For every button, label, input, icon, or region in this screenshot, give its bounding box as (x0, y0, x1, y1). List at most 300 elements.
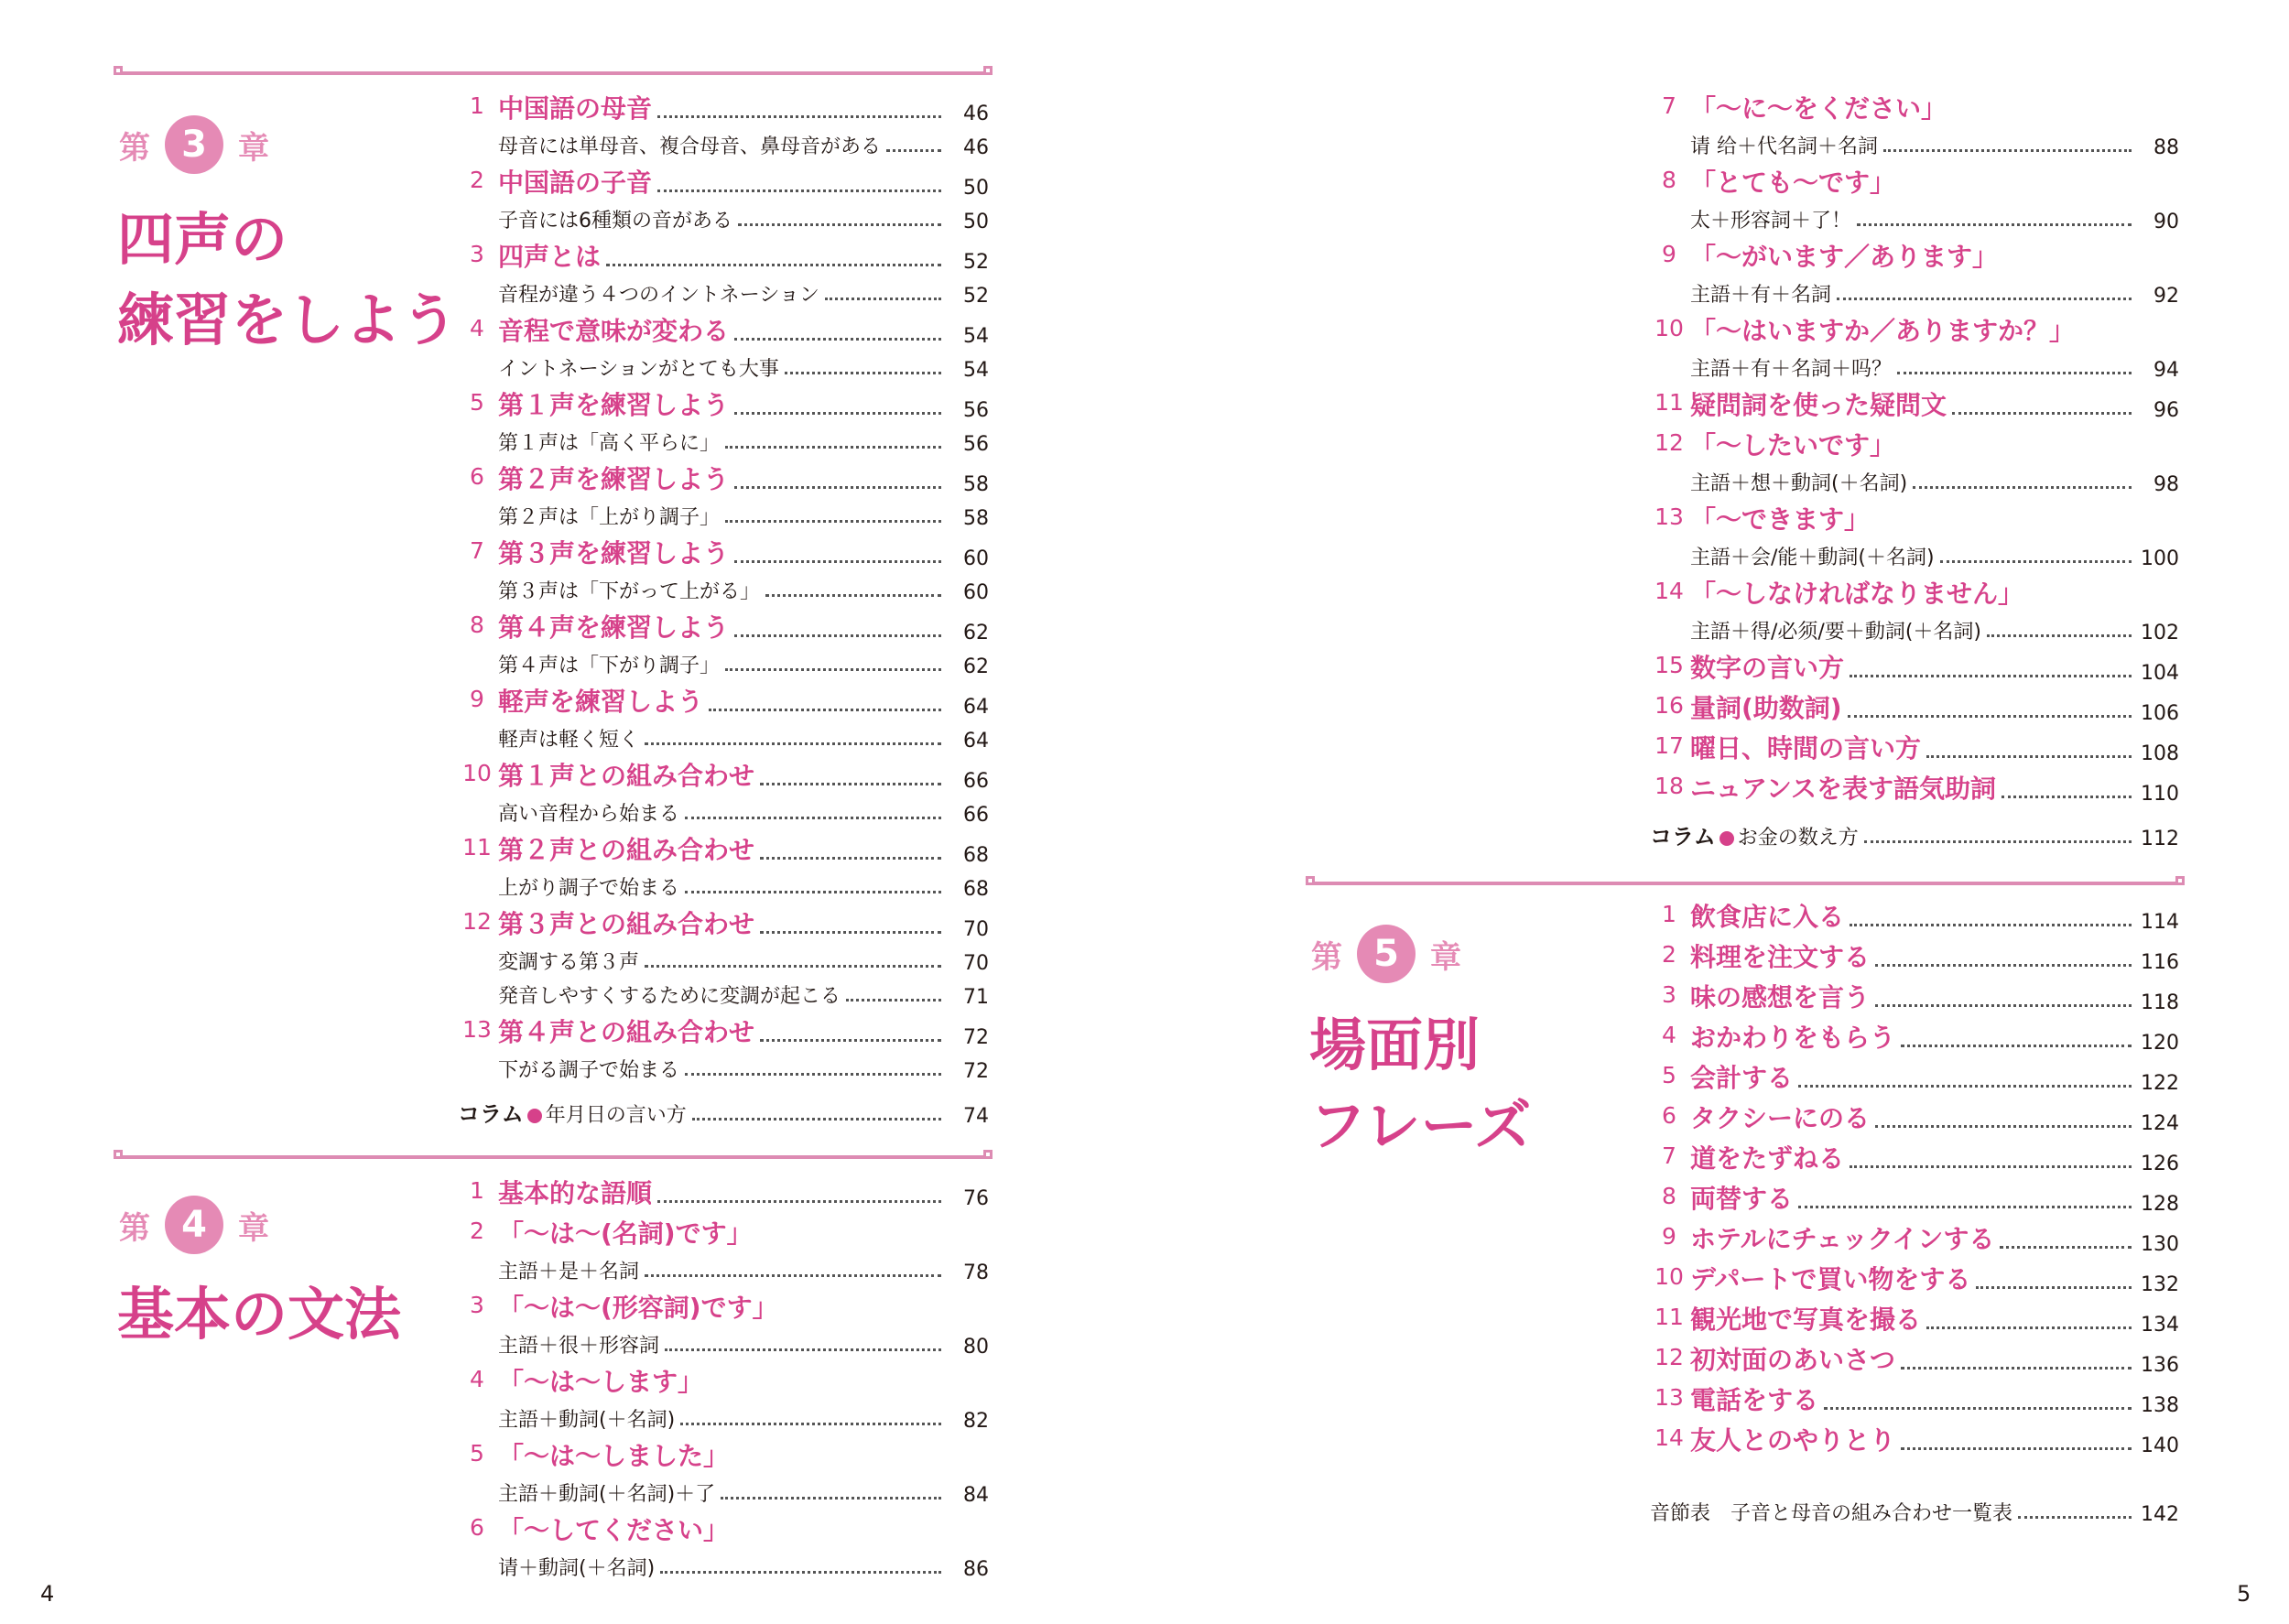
item-page: 126 (2141, 1153, 2179, 1175)
chapter-label-pre: 第 (119, 129, 150, 167)
leader-dots (734, 634, 941, 637)
item-title: 道をたずねる (1690, 1143, 1845, 1174)
item-leader (498, 904, 989, 941)
toc-item[interactable] (458, 828, 989, 869)
item-leader (498, 163, 989, 200)
item-page: 136 (2141, 1354, 2179, 1377)
item-number: 3 (1662, 981, 1676, 1008)
item-number: 8 (1662, 1183, 1676, 1209)
leader-dots (1864, 840, 2132, 843)
item-title: 「とても～です」 (1690, 168, 1896, 198)
leader-dots (1850, 675, 2132, 677)
toc-subitem[interactable] (458, 646, 989, 680)
item-number: 6 (1662, 1102, 1676, 1129)
bullet-dot-icon (1719, 831, 1734, 846)
leader-dots (1798, 1085, 2132, 1088)
leader-dots (657, 115, 941, 118)
subitem-leader (498, 724, 989, 752)
leader-dots (1976, 1286, 2132, 1289)
toc-subitem[interactable] (458, 943, 989, 977)
item-number: 12 (462, 908, 492, 935)
chapter-3-title (117, 200, 458, 361)
leader-dots (1940, 560, 2132, 563)
item-page: 132 (2141, 1273, 2179, 1296)
chapter-title-line: 場面別 (1309, 1012, 1481, 1078)
toc-item[interactable] (458, 309, 989, 350)
leader-dots (1901, 1045, 2132, 1047)
subitem-leader (498, 947, 989, 975)
toc-item[interactable] (1650, 646, 2179, 687)
toc-item[interactable] (1650, 727, 2179, 767)
leader-dots (665, 1348, 941, 1351)
item-number: 14 (1654, 578, 1684, 604)
item-number: 4 (470, 1366, 484, 1392)
subitem-page: 58 (963, 507, 989, 530)
item-page: 138 (2141, 1394, 2179, 1417)
subitem-title: 変調する第３声 (498, 951, 640, 974)
item-page: 120 (2141, 1032, 2179, 1055)
item-title: 「～はいますか／ありますか？」 (1690, 316, 2076, 346)
item-title: 第４声を練習しよう (498, 612, 730, 643)
toc-item[interactable] (1650, 976, 2179, 1016)
toc-subitem[interactable] (458, 1549, 989, 1583)
item-leader (1690, 729, 2179, 765)
toc-item[interactable] (458, 161, 989, 201)
item-number: 2 (1662, 941, 1676, 968)
item-number: 7 (1662, 92, 1676, 119)
item-title: 「～してください」 (498, 1515, 730, 1545)
item-title: 「～は～しました」 (498, 1441, 730, 1471)
subitem-title: 主語＋想＋動詞(＋名詞) (1690, 472, 1908, 495)
item-leader (498, 1362, 989, 1399)
item-title: 飲食店に入る (1690, 902, 1845, 932)
toc-subitem[interactable] (458, 572, 989, 606)
item-title: 両替する (1690, 1184, 1794, 1214)
subitem-title: 主語＋很＋形容詞 (498, 1335, 660, 1358)
item-leader (498, 89, 989, 125)
subitem-leader (1690, 131, 2179, 159)
item-title: 第３声との組み合わせ (498, 909, 755, 939)
toc-subitem[interactable] (458, 977, 989, 1011)
toc-item[interactable] (1650, 936, 2179, 976)
item-page: 72 (963, 1026, 989, 1049)
subitem-page: 54 (963, 359, 989, 382)
toc-item[interactable] (1650, 384, 2179, 424)
leader-dots (1850, 1165, 2132, 1168)
subitem-leader (498, 353, 989, 382)
toc-subitem[interactable] (458, 350, 989, 384)
item-page: 66 (963, 770, 989, 793)
subitem-leader (1690, 542, 2179, 570)
appendix-row[interactable] (1650, 1494, 2179, 1528)
toc-subitem[interactable] (1650, 538, 2179, 572)
item-leader (498, 1288, 989, 1325)
subitem-leader (498, 502, 989, 530)
subitem-leader (498, 1256, 989, 1284)
subitem-page: 62 (963, 655, 989, 678)
subitem-page: 82 (963, 1410, 989, 1433)
subitem-leader (1690, 279, 2179, 308)
item-title: 友人とのやりとり (1690, 1425, 1896, 1456)
toc-item[interactable] (1650, 424, 2179, 464)
item-leader (1690, 978, 2179, 1014)
item-page: 56 (963, 399, 989, 422)
item-leader (498, 460, 989, 496)
item-page: 110 (2141, 783, 2179, 806)
item-title: 第１声を練習しよう (498, 390, 730, 420)
leader-dots (645, 965, 941, 968)
subitem-leader (1690, 616, 2179, 644)
item-page: 64 (963, 696, 989, 719)
subitem-title: 主語＋有＋名詞＋吗？ (1690, 358, 1893, 381)
leader-dots (734, 560, 941, 563)
chapter-title-line: フレーズ (1309, 1092, 1532, 1160)
item-page: 140 (2141, 1435, 2179, 1457)
leader-dots (760, 857, 941, 860)
toc-subitem[interactable] (458, 1401, 989, 1435)
item-title: タクシーにのる (1690, 1103, 1871, 1133)
item-leader (1690, 574, 2179, 611)
leader-dots (734, 486, 941, 489)
toc-item[interactable] (458, 384, 989, 424)
column-leader (1650, 818, 2179, 850)
toc-item[interactable] (1650, 309, 2179, 350)
subitem-leader (498, 650, 989, 678)
subitem-page: 56 (963, 433, 989, 456)
item-title: 第１声との組み合わせ (498, 761, 755, 791)
item-title: 「～に～をください」 (1690, 93, 1947, 124)
leader-dots (1901, 1447, 2132, 1450)
item-number: 8 (1662, 167, 1676, 193)
subitem-page: 60 (963, 581, 989, 604)
item-leader (498, 1214, 989, 1250)
chapter-5-title (1309, 1005, 1531, 1166)
chapter-title-line: 基本の文法 (117, 1281, 402, 1348)
item-title: 基本的な語順 (498, 1178, 653, 1208)
item-page: 62 (963, 622, 989, 644)
toc-subitem[interactable] (458, 127, 989, 161)
subitem-page: 92 (2153, 285, 2179, 308)
toc-subitem[interactable] (458, 1051, 989, 1085)
subitem-page: 102 (2141, 622, 2179, 644)
subitem-leader (498, 428, 989, 456)
toc-item[interactable] (458, 235, 989, 276)
subitem-leader (498, 1553, 989, 1581)
item-title: 「～したいです」 (1690, 430, 1896, 460)
item-title: 第４声との組み合わせ (498, 1017, 755, 1047)
item-page: 54 (963, 325, 989, 348)
item-leader (1690, 769, 2179, 806)
toc-item[interactable] (458, 1011, 989, 1051)
chapter-label-post: 章 (238, 1209, 269, 1247)
toc-item[interactable] (1650, 1338, 2179, 1379)
toc-item[interactable] (1650, 87, 2179, 127)
subitem-leader (1690, 468, 2179, 496)
appendix-title: 音節表 子音と母音の組み合わせ一覧表 (1650, 1502, 2013, 1525)
column-entry[interactable] (1650, 815, 2179, 849)
chapter-4-rule (119, 1155, 987, 1159)
item-number: 16 (1654, 692, 1684, 719)
leader-dots (886, 149, 941, 152)
subitem-title: 音程が違う４つのイントネーション (498, 284, 819, 307)
toc-item[interactable] (458, 87, 989, 127)
toc-subitem[interactable] (458, 498, 989, 532)
leader-dots (760, 931, 941, 934)
item-page: 50 (963, 177, 989, 200)
item-number: 3 (470, 241, 484, 267)
item-title: 第２声との組み合わせ (498, 835, 755, 865)
toc-item[interactable] (1650, 895, 2179, 936)
toc-item[interactable] (1650, 1419, 2179, 1459)
toc-subitem[interactable] (458, 201, 989, 235)
toc-item[interactable] (458, 1435, 989, 1475)
toc-subitem[interactable] (458, 424, 989, 458)
subitem-title: 母音には単母音、複合母音、鼻母音がある (498, 135, 882, 158)
leader-dots (1897, 372, 2132, 374)
page-number-right: 5 (2237, 1581, 2251, 1607)
leader-dots (760, 783, 941, 785)
column-title-wrap (1650, 818, 1859, 850)
toc-item[interactable] (458, 1360, 989, 1401)
item-title: 電話をする (1690, 1385, 1819, 1415)
toc-subitem[interactable] (458, 1326, 989, 1360)
item-page: 106 (2141, 702, 2179, 725)
toc-item[interactable] (458, 606, 989, 646)
page-number-left: 4 (40, 1581, 55, 1607)
leader-dots (1850, 924, 2132, 926)
item-title: 「～がいます／あります」 (1690, 242, 1999, 272)
toc-item[interactable] (1650, 235, 2179, 276)
toc-subitem[interactable] (1650, 127, 2179, 161)
leader-dots (685, 1073, 941, 1076)
leader-dots (765, 594, 941, 597)
toc-item[interactable] (1650, 1177, 2179, 1218)
item-number: 7 (1662, 1142, 1676, 1169)
item-number: 12 (1654, 1344, 1684, 1370)
item-leader (1690, 163, 2179, 200)
toc-subitem[interactable] (458, 720, 989, 754)
toc-item[interactable] (1650, 687, 2179, 727)
leader-dots (1901, 1367, 2132, 1370)
item-page: 60 (963, 547, 989, 570)
toc-subitem[interactable] (1650, 201, 2179, 235)
subitem-leader (498, 205, 989, 233)
item-number: 11 (462, 834, 492, 861)
toc-subitem[interactable] (458, 869, 989, 903)
toc-item[interactable] (458, 1509, 989, 1549)
item-title: おかわりをもらう (1690, 1023, 1896, 1053)
subitem-page: 68 (963, 878, 989, 901)
toc-item[interactable] (1650, 498, 2179, 538)
item-page: 118 (2141, 991, 2179, 1014)
item-page: 134 (2141, 1314, 2179, 1337)
chapter-4-toc-right (1650, 87, 2179, 849)
subitem-page: 46 (963, 136, 989, 159)
subitem-title: 主語＋動詞(＋名詞)＋了 (498, 1483, 716, 1506)
appendix-page: 142 (2141, 1503, 2179, 1526)
subitem-page: 50 (963, 211, 989, 233)
item-number: 2 (470, 167, 484, 193)
leader-dots (1824, 1407, 2132, 1410)
item-number: 10 (1654, 315, 1684, 341)
item-title: 「～できます」 (1690, 504, 1871, 535)
leader-dots (1875, 1125, 2132, 1128)
item-page: 70 (963, 918, 989, 941)
item-leader (1690, 1300, 2179, 1337)
item-number: 11 (1654, 389, 1684, 416)
leader-dots (606, 264, 941, 266)
toc-subitem[interactable] (1650, 276, 2179, 309)
leader-dots (725, 446, 941, 449)
toc-item[interactable] (1650, 572, 2179, 612)
subitem-title: 主語＋是＋名詞 (498, 1261, 640, 1283)
leader-dots (1837, 298, 2132, 300)
item-title: 味の感想を言う (1690, 982, 1871, 1012)
toc-subitem[interactable] (458, 276, 989, 309)
item-page: 52 (963, 251, 989, 274)
item-number: 12 (1654, 429, 1684, 456)
item-leader (1690, 500, 2179, 536)
item-number: 11 (1654, 1304, 1684, 1330)
item-page: 130 (2141, 1233, 2179, 1256)
item-leader (1690, 1421, 2179, 1457)
item-title: デパートで買い物をする (1690, 1264, 1971, 1294)
leader-dots (692, 1118, 941, 1121)
toc-item[interactable] (458, 458, 989, 498)
toc-item[interactable] (1650, 1258, 2179, 1298)
toc-item[interactable] (1650, 1137, 2179, 1177)
toc-item[interactable] (1650, 1379, 2179, 1419)
toc-item[interactable] (458, 1286, 989, 1326)
item-leader (1690, 688, 2179, 725)
toc-subitem[interactable] (458, 1475, 989, 1509)
leader-dots (1987, 634, 2132, 637)
toc-subitem[interactable] (1650, 350, 2179, 384)
leader-dots (725, 668, 941, 671)
leader-dots (680, 1423, 941, 1425)
subitem-page: 72 (963, 1060, 989, 1083)
item-number: 1 (470, 92, 484, 119)
subitem-leader (498, 576, 989, 604)
toc-subitem[interactable] (458, 795, 989, 828)
item-title: 中国語の母音 (498, 93, 653, 124)
leader-dots (657, 1200, 941, 1203)
item-leader (1690, 648, 2179, 685)
item-number: 13 (462, 1016, 492, 1043)
item-title: 曜日、時間の言い方 (1690, 733, 1922, 763)
leader-dots (1875, 1004, 2132, 1007)
subitem-title: 主語＋得/必须/要＋動詞(＋名詞) (1690, 621, 1981, 644)
item-number: 9 (1662, 241, 1676, 267)
chapter-label-post: 章 (1430, 938, 1461, 976)
toc-item[interactable] (1650, 1056, 2179, 1097)
item-leader (1690, 426, 2179, 462)
toc-item[interactable] (458, 754, 989, 795)
subitem-page: 71 (963, 986, 989, 1009)
item-number: 10 (462, 760, 492, 786)
subitem-title: 第４声は「下がり調子」 (498, 655, 721, 677)
subitem-title: 第３声は「下がって上がる」 (498, 580, 761, 603)
leader-dots (721, 1497, 941, 1499)
subitem-page: 78 (963, 1261, 989, 1284)
item-leader (1690, 1099, 2179, 1135)
toc-item[interactable] (1650, 1218, 2179, 1258)
toc-subitem[interactable] (1650, 612, 2179, 646)
column-entry[interactable] (458, 1092, 989, 1126)
column-title-wrap (458, 1096, 687, 1128)
toc-item[interactable] (1650, 161, 2179, 201)
leader-dots (846, 999, 941, 1001)
item-number: 14 (1654, 1424, 1684, 1451)
toc-item[interactable] (1650, 1016, 2179, 1056)
item-title: 「～は～(名詞)です」 (498, 1218, 753, 1249)
leader-dots (660, 1571, 941, 1574)
toc-item[interactable] (1650, 1298, 2179, 1338)
leader-dots (734, 412, 941, 415)
leader-dots (1952, 412, 2132, 415)
item-title: 四声とは (498, 242, 602, 272)
toc-item[interactable] (458, 532, 989, 572)
item-number: 1 (1662, 901, 1676, 927)
column-label: コラム (458, 1101, 524, 1127)
subitem-leader (498, 872, 989, 901)
item-title: 数字の言い方 (1690, 653, 1845, 683)
leader-dots (1926, 755, 2132, 758)
item-page: 68 (963, 844, 989, 867)
column-leader (458, 1096, 989, 1128)
item-number: 7 (470, 537, 484, 564)
toc-item[interactable] (458, 1212, 989, 1252)
item-leader (498, 1436, 989, 1473)
subitem-page: 80 (963, 1336, 989, 1359)
toc-subitem[interactable] (458, 1252, 989, 1286)
subitem-leader (498, 1330, 989, 1359)
subitem-title: イントネーションがとても大事 (498, 358, 779, 381)
item-leader (1690, 89, 2179, 125)
item-leader (1690, 937, 2179, 974)
item-number: 8 (470, 612, 484, 638)
leader-dots (785, 372, 941, 374)
chapter-5-toc (1650, 895, 2179, 1459)
toc-item[interactable] (1650, 767, 2179, 807)
item-title: 中国語の子音 (498, 168, 653, 198)
chapter-5-label (1311, 925, 1461, 983)
leader-dots (709, 709, 941, 711)
item-number: 9 (470, 686, 484, 712)
item-leader (498, 385, 989, 422)
subitem-title: 下がる調子で始まる (498, 1059, 680, 1082)
item-number: 10 (1654, 1263, 1684, 1290)
subitem-page: 84 (963, 1484, 989, 1507)
toc-item[interactable] (458, 1172, 989, 1212)
subitem-title: 主語＋動詞(＋名詞) (498, 1409, 676, 1432)
toc-item[interactable] (458, 903, 989, 943)
subitem-page: 66 (963, 804, 989, 827)
item-leader (498, 1174, 989, 1210)
toc-subitem[interactable] (1650, 464, 2179, 498)
leader-dots (2000, 1246, 2132, 1249)
toc-item[interactable] (1650, 1097, 2179, 1137)
chapter-number-badge: 4 (165, 1196, 223, 1254)
item-title: 「～は～(形容詞)です」 (498, 1293, 778, 1323)
item-title: 軽声を練習しよう (498, 687, 704, 717)
toc-item[interactable] (458, 680, 989, 720)
leader-dots (1926, 1326, 2132, 1329)
subitem-title: 高い音程から始まる (498, 803, 680, 826)
item-number: 18 (1654, 773, 1684, 799)
subitem-leader (498, 279, 989, 308)
item-leader (498, 756, 989, 793)
